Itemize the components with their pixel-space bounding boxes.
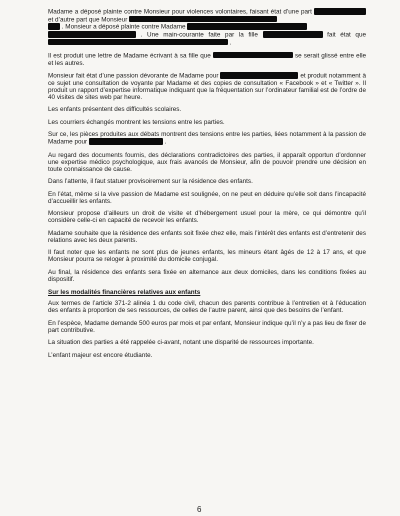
redaction-block — [48, 23, 60, 30]
redaction-block — [220, 72, 298, 79]
paragraph-expertise: Au regard des documents fournis, des déclarations contradictoires des parties, il apparaît opportun d’ordonner une expertise médico psychologique, aux frais avancés de Monsieur, afin de pouvoir prendre une décision en toute connaissance de cause. — [48, 151, 366, 173]
redaction-block — [314, 8, 366, 15]
paragraph-plaintes — [48, 8, 366, 46]
redaction-block — [129, 16, 277, 23]
text-segment: . — [164, 139, 167, 147]
text-segment: Monsieur fait état d’une passion dévorante de Madame pour — [48, 72, 219, 80]
page-number: 6 — [197, 505, 202, 514]
section-heading: Sur les modalités financières relatives aux enfants — [48, 288, 201, 296]
paragraph-en-etat: En l’état, même si la vive passion de Madame est soulignée, on ne peut en déduire qu’elle soit dans l’incapacité d’accueillir les enfants. — [48, 190, 366, 205]
text-segment: se serait glissé entre elle et les autres. — [48, 52, 367, 67]
text-segment: Il est produit une lettre de Madame écrivant à sa fille que — [48, 52, 211, 60]
paragraph-courriers: Les courriers échangés montrent les tensions entre les parties. — [48, 118, 225, 126]
text-segment: Madame a déposé plainte contre Monsieur pour violences volontaires, faisant état d’une part — [48, 8, 312, 16]
text-segment: . — [229, 39, 232, 47]
redaction-block — [263, 31, 323, 38]
paragraph-passion — [48, 72, 366, 101]
paragraph-article: Aux termes de l’article 371-2 alinéa 1 du code civil, chacun des parents contribue à l’entretien et à l’éducation des enfants à proportion de ses ressources, de celles de l’autre parent, ainsi que des besoins de l’enfant. — [48, 300, 366, 315]
text-segment: et produit notamment à ce sujet une consultation de voyante par Madame et des copies de consultation « Facebook » et « Twitter ». Il produit un rapport d’expertise informatique indiquant que la fréquentation sur l’ordinateur familial est de l’ordre de 40 visites de sites web par heure. — [48, 72, 366, 101]
redaction-block — [89, 138, 163, 145]
redaction-block — [48, 31, 136, 38]
paragraph-au-final: Au final, la résidence des enfants sera fixée en alternance aux deux domiciles, dans les conditions fixées au dispositif. — [48, 268, 366, 284]
paragraph-sur-ce — [48, 131, 366, 146]
paragraph-droit-visite: Monsieur propose d’ailleurs un droit de visite et d’hébergement usuel pour la mère, ce qui démontre qu’il considère celle-ci en capacité de recevoir les enfants. — [48, 210, 366, 225]
paragraph-espece: En l’espèce, Madame demande 500 euros par mois et par enfant, Monsieur indique qu’il n’y a pas lieu de fixer de part contributive. — [48, 319, 366, 334]
text-segment: et d’autre part que Monsieur — [48, 16, 128, 24]
redaction-block — [213, 52, 293, 59]
text-segment: fait état que — [327, 31, 367, 39]
document-body — [48, 8, 366, 364]
paragraph-residence-souhait: Madame souhaite que la résidence des enfants soit fixée chez elle, mais l’intérêt des enfants est d’entretenir des relations avec les deux parents. — [48, 229, 366, 244]
redaction-block — [187, 23, 307, 30]
paragraph-age-enfants: Il faut noter que les enfants ne sont plus de jeunes enfants, les mineurs étant âgés de 12 à 17 ans, et que Monsieur pourra se reloger à proximité du domicile conjugal. — [48, 249, 366, 264]
text-segment: Sur ce, les pièces produites aux débats montrent des tensions entre les parties, liées notamment à la passion de Madame pour — [48, 131, 366, 147]
redaction-block — [48, 39, 228, 46]
text-segment: . Monsieur a déposé plainte contre Madame — [61, 23, 186, 31]
paragraph-difficultes: Les enfants présentent des difficultés scolaires. — [48, 106, 182, 114]
paragraph-enfant-majeur: L’enfant majeur est encore étudiante. — [48, 351, 153, 359]
paragraph-attente: Dans l’attente, il faut statuer provisoirement sur la résidence des enfants. — [48, 178, 253, 186]
paragraph-situation: La situation des parties a été rappelée ci-avant, notant une disparité de ressources importante. — [48, 339, 314, 347]
text-segment: . Une main-courante faite par la fille — [140, 31, 258, 39]
paragraph-lettre — [48, 52, 366, 67]
